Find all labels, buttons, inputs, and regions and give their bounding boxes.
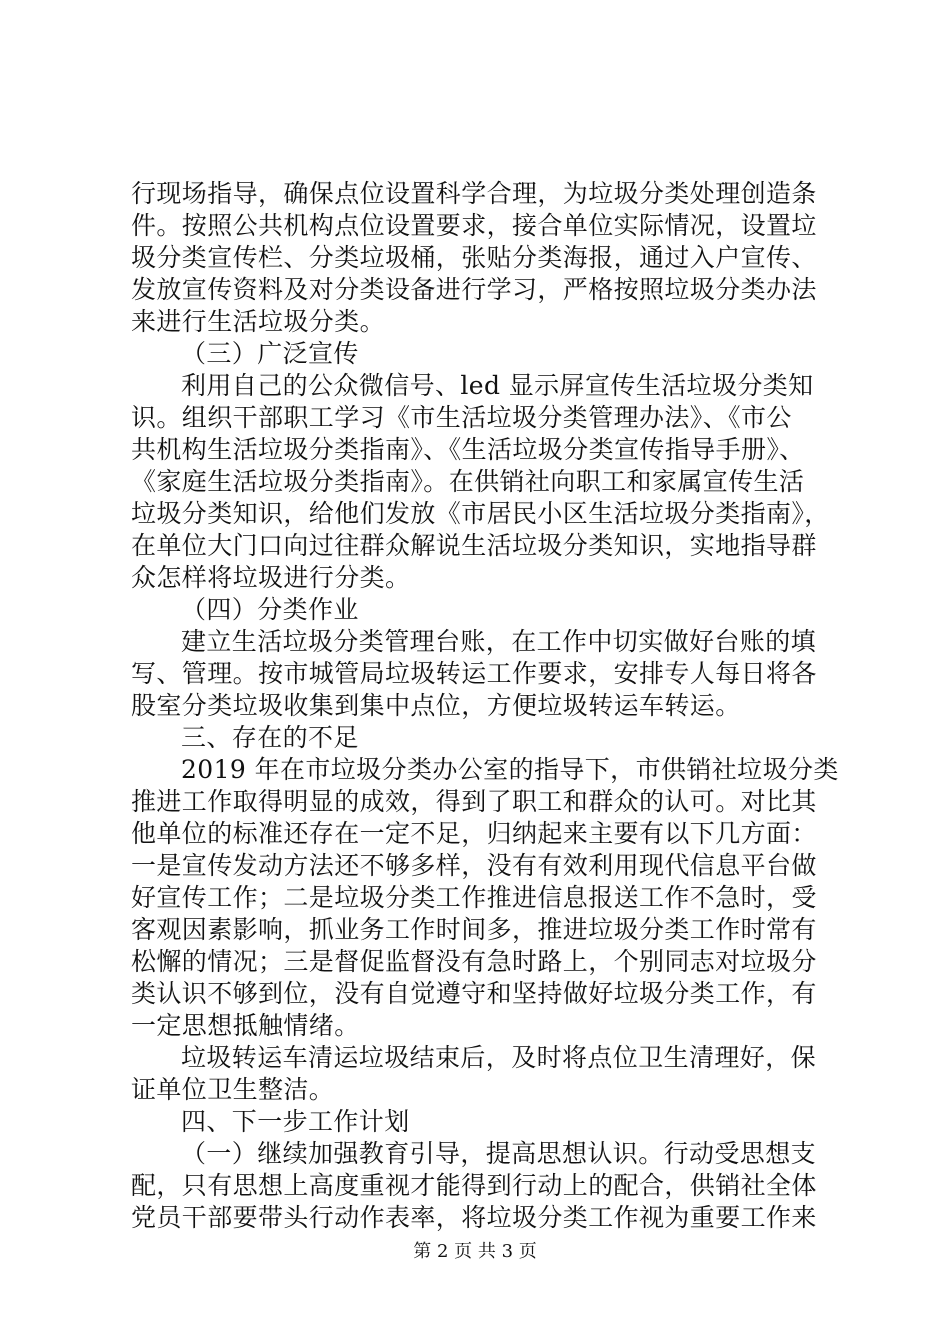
body-line: 件。按照公共机构点位设置要求，接合单位实际情况，设置垃 [131,211,817,240]
body-line: 一是宣传发动方法还不够多样，没有有效利用现代信息平台做 [131,851,817,880]
paragraph-first-line: 2019 年在市垃圾分类办公室的指导下，市供销社垃圾分类 [181,755,839,784]
section-heading: （四）分类作业 [181,595,359,624]
body-line: 类认识不够到位，没有自觉遵守和坚持做好垃圾分类工作，有 [131,979,817,1008]
page-number-label: 第 2 页 共 3 页 [413,1241,537,1262]
body-line: 他单位的标准还存在一定不足，归纳起来主要有以下几方面： [131,819,817,848]
paragraph-first-line: 利用自己的公众微信号、led 显示屏宣传生活垃圾分类知 [181,371,814,400]
body-line: 写、管理。按市城管局垃圾转运工作要求，安排专人每日将各 [131,659,817,688]
section-heading: 四、下一步工作计划 [181,1107,410,1136]
paragraph-first-line: （一）继续加强教育引导，提高思想认识。行动受思想支 [181,1139,817,1168]
paragraph-first-line: 建立生活垃圾分类管理台账，在工作中切实做好台账的填 [181,627,817,656]
document-body [131,178,839,1234]
body-line: 共机构生活垃圾分类指南》、《生活垃圾分类宣传指导手册》、 [131,435,805,464]
section-heading: （三）广泛宣传 [181,339,359,368]
body-line: 圾分类宣传栏、分类垃圾桶，张贴分类海报，通过入户宣传、 [131,243,817,272]
body-line: 发放宣传资料及对分类设备进行学习，严格按照垃圾分类办法 [131,275,817,304]
body-line: 在单位大门口向过往群众解说生活垃圾分类知识，实地指导群 [131,531,817,560]
body-line: 垃圾分类知识，给他们发放《市居民小区生活垃圾分类指南》， [131,499,830,528]
page-footer [0,1240,950,1264]
body-line: 推进工作取得明显的成效，得到了职工和群众的认可。对比其 [131,787,817,816]
paragraph-first-line: 垃圾转运车清运垃圾结束后，及时将点位卫生清理好，保 [181,1043,817,1072]
body-line: 股室分类垃圾收集到集中点位，方便垃圾转运车转运。 [131,691,741,720]
body-line: 松懈的情况；三是督促监督没有急时路上，个别同志对垃圾分 [131,947,817,976]
body-line: 《家庭生活垃圾分类指南》。在供销社向职工和家属宣传生活 [131,467,805,496]
body-line: 客观因素影响，抓业务工作时间多，推进垃圾分类工作时常有 [131,915,817,944]
body-line: 识。组织干部职工学习《市生活垃圾分类管理办法》、《市公 [131,403,792,432]
body-line: 配，只有思想上高度重视才能得到行动上的配合，供销社全体 [131,1171,817,1200]
body-line: 好宣传工作；二是垃圾分类工作推进信息报送工作不急时，受 [131,883,817,912]
body-line: 证单位卫生整洁。 [131,1075,335,1104]
body-line: 行现场指导，确保点位设置科学合理，为垃圾分类处理创造条 [131,179,817,208]
body-line: 一定思想抵触情绪。 [131,1011,360,1040]
body-line: 众怎样将垃圾进行分类。 [131,563,411,592]
body-line: 来进行生活垃圾分类。 [131,307,386,336]
section-heading: 三、存在的不足 [181,723,359,752]
body-line: 党员干部要带头行动作表率，将垃圾分类工作视为重要工作来 [131,1203,817,1232]
